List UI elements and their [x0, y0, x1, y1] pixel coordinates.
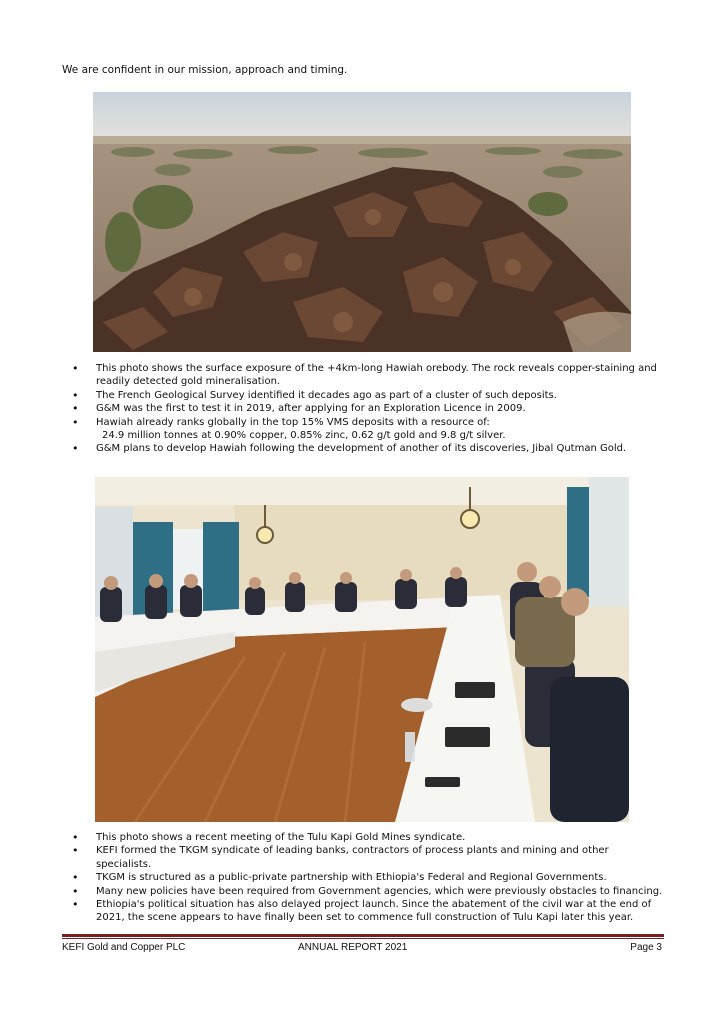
- intro-text: We are confident in our mission, approach and timing.: [62, 64, 348, 76]
- list-item: • TKGM is structured as a public-private partnership with Ethiopia's Federal and Regional Governments.: [62, 871, 664, 884]
- footer-divider: [62, 934, 664, 937]
- list-item: • The French Geological Survey identified it decades ago as part of a cluster of such deposits.: [62, 389, 664, 402]
- list-item: • G&M was the first to test it in 2019, after applying for an Exploration Licence in 2009.: [62, 402, 664, 415]
- list-item: • This photo shows the surface exposure of the +4km-long Hawiah orebody. The rock reveals copper-staining and readily detected gold mineralisation.: [62, 362, 664, 389]
- footer-page-number: Page 3: [630, 942, 662, 953]
- list-item: • Ethiopia's political situation has also delayed project launch. Since the abatement of the civil war at the end of 2021, the scene appears to have finally been set to commence full construction of Tulu Kapi later this year.: [62, 898, 664, 925]
- list-item: • This photo shows a recent meeting of the Tulu Kapi Gold Mines syndicate.: [62, 831, 664, 844]
- resource-figures: 24.9 million tonnes at 0.90% copper, 0.85% zinc, 0.62 g/t gold and 9.8 g/t silver.: [102, 430, 506, 442]
- footer-report-title: ANNUAL REPORT 2021: [298, 942, 408, 953]
- syndicate-meeting-photo: [95, 477, 629, 822]
- footer-divider-thin: [62, 938, 664, 939]
- hawiah-orebody-photo: [93, 92, 631, 352]
- list-item: • Many new policies have been required from Government agencies, which were previously obstacles to financing.: [62, 885, 664, 898]
- hawiah-bullet-list: [62, 362, 664, 456]
- footer-company: KEFI Gold and Copper PLC: [62, 942, 186, 953]
- tulu-kapi-bullet-list: [62, 831, 664, 925]
- list-item-text: Hawiah already ranks globally in the top 15% VMS deposits with a resource of:: [96, 416, 490, 428]
- list-item: • KEFI formed the TKGM syndicate of leading banks, contractors of process plants and mining and other specialists.: [62, 844, 664, 871]
- list-item: [62, 416, 664, 443]
- list-item: • G&M plans to develop Hawiah following the development of another of its discoveries, Jibal Qutman Gold.: [62, 442, 664, 455]
